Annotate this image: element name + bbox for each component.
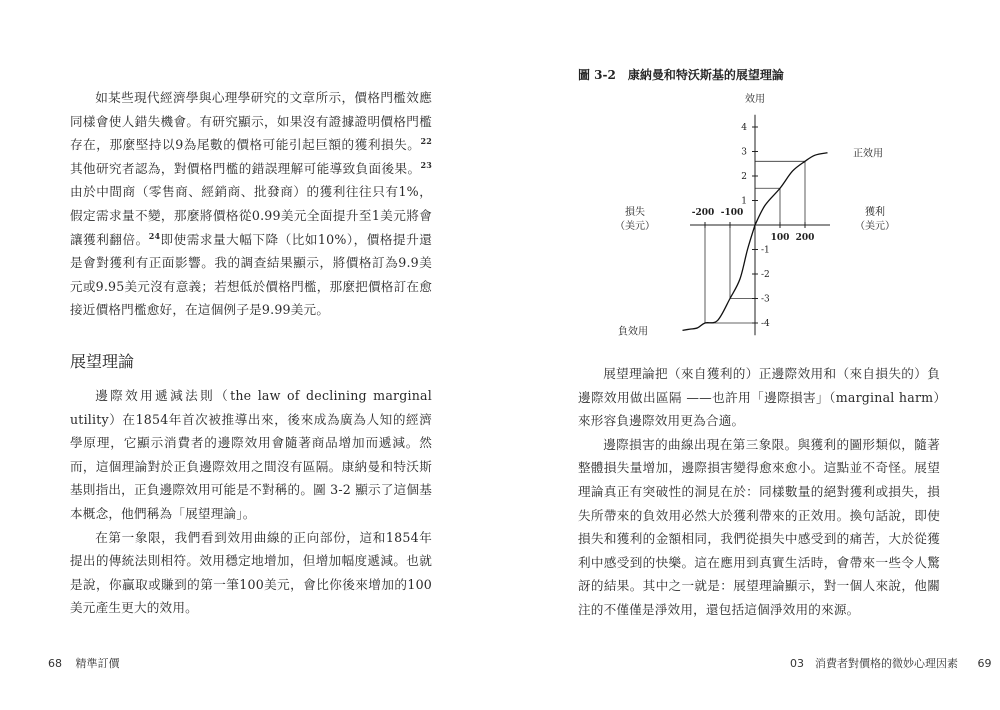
x-axis-left-unit: （美元） xyxy=(615,221,655,232)
x-axis-left-label: 損失 xyxy=(625,207,645,218)
chart-axes xyxy=(690,115,830,336)
page-number: 68 xyxy=(48,657,62,670)
left-body-block-1 xyxy=(70,86,432,322)
footnote-ref[interactable]: 23 xyxy=(420,159,432,170)
left-paragraph-1 xyxy=(70,86,432,322)
loss-utility-curve xyxy=(683,225,756,330)
footnote-ref[interactable]: 22 xyxy=(420,136,432,146)
x-tick-label: 100 xyxy=(770,233,790,243)
right-footer xyxy=(790,655,992,671)
prospect-theory-chart xyxy=(600,88,940,348)
right-body-block xyxy=(578,362,940,622)
paragraph-text: 其他研究者認為，對價格門檻的錯誤理解可能導致負面後果。 xyxy=(70,160,421,176)
x-tick-label: 200 xyxy=(795,233,815,243)
gain-utility-curve xyxy=(755,153,828,225)
left-paragraph-3: 在第一象限，我們看到效用曲線的正向部份，這和1854年提出的傳統法則相符。效用穩定地增加，但增加幅度遞減。也就是說，你贏取或賺到的第一筆100美元，會比你後來增加的100美元產生更大的效用。 xyxy=(70,529,432,616)
y-tick-label: -3 xyxy=(761,294,770,305)
positive-utility-label: 正效用 xyxy=(853,148,883,160)
right-paragraph-1: 展望理論把（來自獲利的）正邊際效用和（來自損失的）負邊際效用做出區隔 ——也許用「邊際損害」（marginal harm）來形容負邊際效用更為合適。 xyxy=(578,366,940,429)
paragraph-text: 即使需求量大幅下降（比如10%），價格提升還是會對獲利有正面影響。我的調查結果顯示，將價格訂為9.9美元或9.95美元沒有意義；若想低於價格門檻，那麼把價格訂在愈接近價格門檻愈好，在這個例子是9.99美元。 xyxy=(70,231,433,318)
y-tick-label: 2 xyxy=(741,172,747,182)
running-title: 精準訂價 xyxy=(75,657,120,670)
x-axis-right-unit: （美元） xyxy=(855,221,895,232)
y-tick-label: 3 xyxy=(741,147,747,158)
paragraph-text: 如某些現代經濟學與心理學研究的文章所示，價格門檻效應同樣會使人錯失機會。有研究顯示，如果沒有證據證明價格門檻存在，那麼堅持以9為尾數的價格可能引起巨額的獲利損失。 xyxy=(70,90,432,153)
y-tick-label: -4 xyxy=(761,319,770,329)
section-heading: 展望理論 xyxy=(70,352,135,371)
paragraph-text: 由於中間商（零售商、經銷商、批發商）的獲利往往只有1%，假定需求量不變，那麼將價格從0.99美元全面提升至1美元將會讓獲利翻倍。 xyxy=(70,184,432,247)
left-body-block-2 xyxy=(70,384,432,620)
y-tick-label: -2 xyxy=(761,270,770,280)
x-axis-right-label: 獲利 xyxy=(865,207,885,218)
negative-utility-label: 負效用 xyxy=(618,326,648,338)
y-tick-label: 1 xyxy=(741,196,747,207)
y-tick-label: -1 xyxy=(761,245,770,256)
y-tick-label: 4 xyxy=(741,123,747,133)
left-footer xyxy=(48,655,120,671)
page-number: 69 xyxy=(977,657,992,670)
figure-title: 圖 3-2 康納曼和特沃斯基的展望理論 xyxy=(578,68,784,82)
right-paragraph-2: 邊際損害的曲線出現在第三象限。與獲利的圖形類似，隨著整體損失量增加，邊際損害變得愈來愈小。這點並不奇怪。展望理論真正有突破性的洞見在於：同樣數量的絕對獲利或損失，損失所帶來的負效用必然大於獲利帶來的正效用。換句話說，即使損失和獲利的金額相同，我們從損失中感受到的痛苦，大於從獲利中感受到的快樂。這在應用到真實生活時，會帶來一些令人驚訝的結果。其中之一就是：展望理論顯示，對一個人來說，他關注的不僅僅是淨效用，還包括這個淨效用的來源。 xyxy=(578,436,940,617)
left-paragraph-2: 邊際效用遞減法則（the law of declining marginal utility）在1854年首次被推導出來，後來成為廣為人知的經濟學原理，它顯示消費者的邊際效用會隨著商品增加而遞減。然而，這個理論對於正負邊際效用之間沒有區隔。康納曼和特沃斯基則指出，正負邊際效用可能是不對稱的。圖 3-2 顯示了這個基本概念，他們稱為「展望理論」。 xyxy=(70,388,432,521)
footnote-ref[interactable]: 24 xyxy=(148,230,161,241)
running-title: 03 消費者對價格的微妙心理因素 xyxy=(790,657,958,670)
y-axis-title: 效用 xyxy=(745,94,765,105)
x-tick-label: -200 xyxy=(691,208,715,218)
x-tick-label: -100 xyxy=(720,208,744,218)
